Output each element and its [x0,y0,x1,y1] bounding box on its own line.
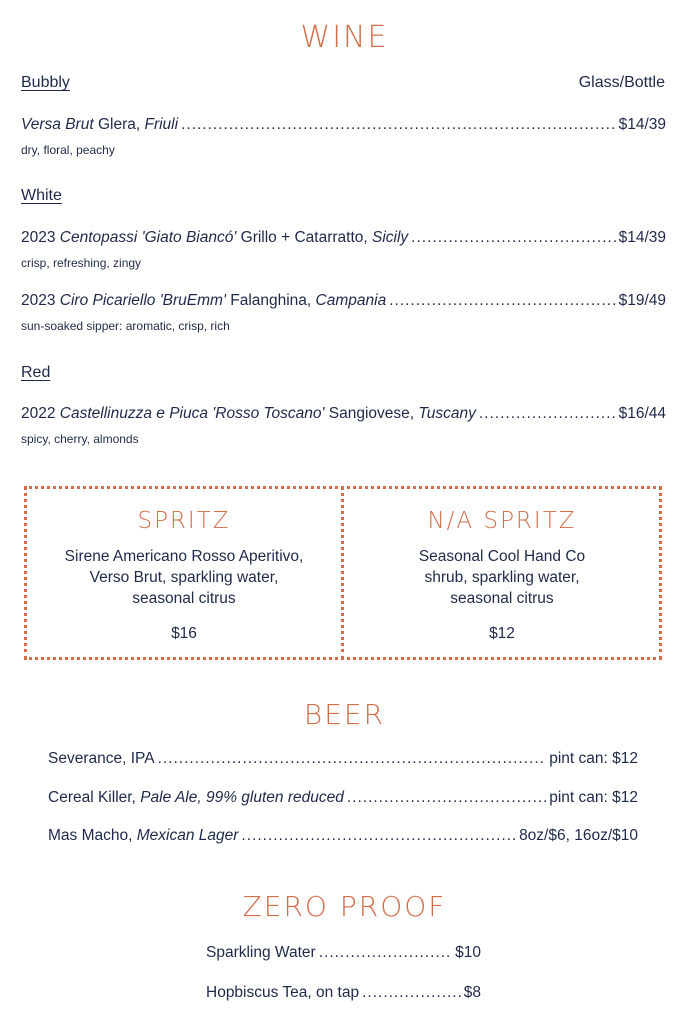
wine-item-price: $16/44 [618,405,666,422]
wine-item-notes: dry, floral, peachy [21,143,115,157]
na-spritz-description: Seasonal Cool Hand Co shrub, sparkling water, seasonal citrus [418,548,586,607]
wine-item-name: 2023 Centopassi 'Giato Biancó' Grillo + Catarratto, Sicily [21,229,409,246]
wine-item-name: Versa Brut Glera, Friuli [21,116,179,133]
beer-item-price: pint can: $12 [549,789,638,806]
section-bubbly: Bubbly [21,74,70,91]
spritz-description: Sirene Americano Rosso Aperitivo, Verso Brut, sparkling water, seasonal citrus [64,548,304,607]
dot-leader [347,789,546,807]
spritz-price: $16 [171,625,197,642]
section-white: White [21,187,62,204]
zero-proof-item [206,944,481,962]
glass-bottle-label: Glass/Bottle [578,74,665,91]
beer-item-name: Severance, IPA [48,750,155,767]
wine-item-price: $14/39 [618,229,666,246]
wine-item [21,292,666,310]
beer-item-price: 8oz/$6, 16oz/$10 [519,827,638,844]
wine-item-name: 2022 Castellinuzza e Piuca 'Rosso Toscano' Sangiovese, Tuscany [21,405,476,422]
zero-proof-item-name: Hopbiscus Tea, on tap [206,984,360,1001]
dot-leader [319,944,452,962]
wine-item [21,116,666,134]
dot-leader [181,116,616,134]
spritz-title: SPRITZ [137,508,231,534]
dot-leader [158,750,547,768]
wine-item-notes: spicy, cherry, almonds [21,432,139,446]
beer-item-price: pint can: $12 [549,750,638,767]
wine-heading: WINE [300,20,389,55]
na-spritz-panel [344,508,660,643]
dot-leader [241,827,516,845]
beer-heading: BEER [303,698,386,731]
na-spritz-price: $12 [489,625,515,642]
zero-proof-item-price: $10 [455,944,481,961]
zero-proof-item-price: $8 [463,984,481,1001]
zero-proof-item-name: Sparkling Water [206,944,316,961]
spritz-panel [26,508,342,643]
wine-item-price: $14/39 [618,116,666,133]
wine-item-notes: sun-soaked sipper: aromatic, crisp, rich [21,319,230,333]
na-spritz-title: N/A SPRITZ [427,508,577,534]
dot-leader [479,405,616,423]
beer-item-name: Cereal Killer, Pale Ale, 99% gluten reduced [48,789,344,806]
wine-item-notes: crisp, refreshing, zingy [21,256,142,270]
wine-item [21,405,666,423]
section-red: Red [21,364,51,381]
zero-proof-heading: ZERO PROOF [242,890,447,923]
zero-proof-item [206,984,481,1002]
wine-item [21,229,666,247]
dot-leader [389,292,615,310]
dot-leader [362,984,461,1002]
dot-leader [411,229,615,247]
wine-item-name: 2023 Ciro Picariello 'BruEmm' Falanghina, Campania [21,292,387,309]
wine-item-price: $19/49 [618,292,666,309]
beer-item [48,827,638,845]
beer-item [48,750,638,768]
beer-item-name: Mas Macho, Mexican Lager [48,827,239,844]
beer-item [48,789,638,807]
